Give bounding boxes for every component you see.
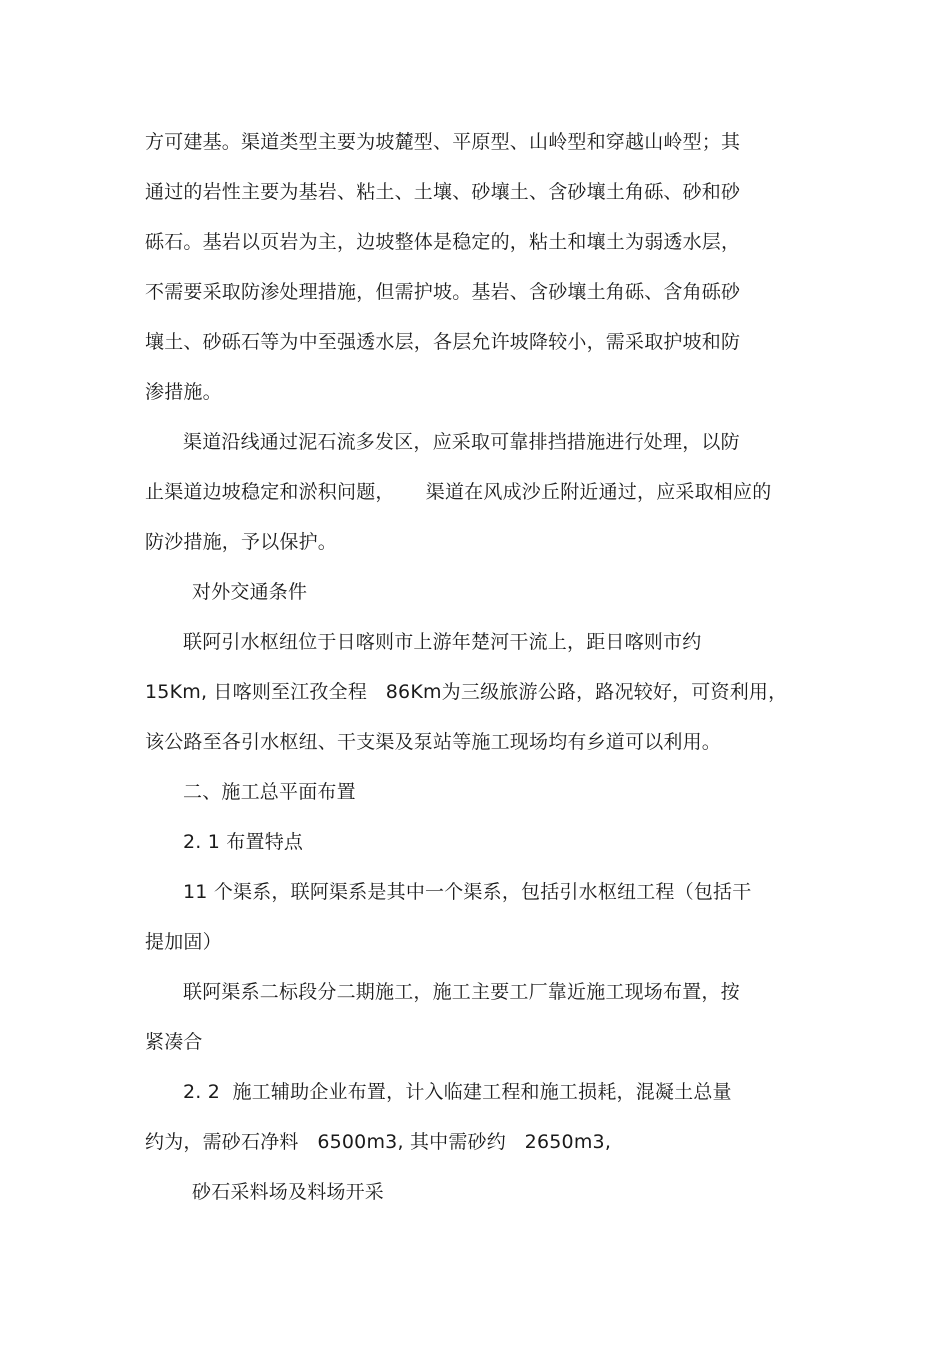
subsection-heading: 2. 1 布置特点: [183, 831, 304, 853]
text-line: 约为，需砂石净料 6500m3, 其中需砂约 2650m3,: [145, 1131, 612, 1153]
text-line: 提加固）: [145, 931, 222, 953]
text-line: 渠道沿线通过泥石流多发区，应采取可靠排挡措施进行处理，以防: [183, 431, 740, 453]
text-line: 通过的岩性主要为基岩、粘土、土壤、砂壤土、含砂壤土角砾、砂和砂: [145, 181, 741, 203]
section-heading: 二、施工总平面布置: [183, 781, 356, 803]
section-heading: 砂石采料场及料场开采: [192, 1181, 385, 1203]
text-line: 2. 2 施工辅助企业布置，计入临建工程和施工损耗，混凝土总量: [183, 1081, 732, 1103]
text-line: 紧凑合: [145, 1031, 203, 1053]
section-heading: 对外交通条件: [192, 581, 308, 603]
text-line: 砾石。基岩以页岩为主，边坡整体是稳定的，粘土和壤土为弱透水层，: [145, 231, 741, 253]
text-line: 11 个渠系，联阿渠系是其中一个渠系，包括引水枢纽工程（包括干: [183, 881, 752, 903]
text-line: 止渠道边坡稳定和淤积问题， 渠道在风成沙丘附近通过，应采取相应的: [145, 481, 772, 503]
text-line: 方可建基。渠道类型主要为坡麓型、平原型、山岭型和穿越山岭型；其: [145, 131, 741, 153]
text-line: 15Km, 日喀则至江孜全程 86Km为三级旅游公路，路况较好，可资利用，: [145, 681, 788, 703]
text-line: 壤土、砂砾石等为中至强透水层，各层允许坡降较小，需采取护坡和防: [145, 331, 741, 353]
text-line: 不需要采取防渗处理措施，但需护坡。基岩、含砂壤土角砾、含角砾砂: [145, 281, 741, 303]
text-line: 该公路至各引水枢纽、干支渠及泵站等施工现场均有乡道可以利用。: [145, 731, 722, 753]
text-line: 联阿引水枢纽位于日喀则市上游年楚河干流上，距日喀则市约: [183, 631, 702, 653]
text-line: 防沙措施，予以保护。: [145, 531, 338, 553]
text-line: 联阿渠系二标段分二期施工，施工主要工厂靠近施工现场布置，按: [183, 981, 740, 1003]
text-line: 渗措施。: [145, 381, 222, 403]
